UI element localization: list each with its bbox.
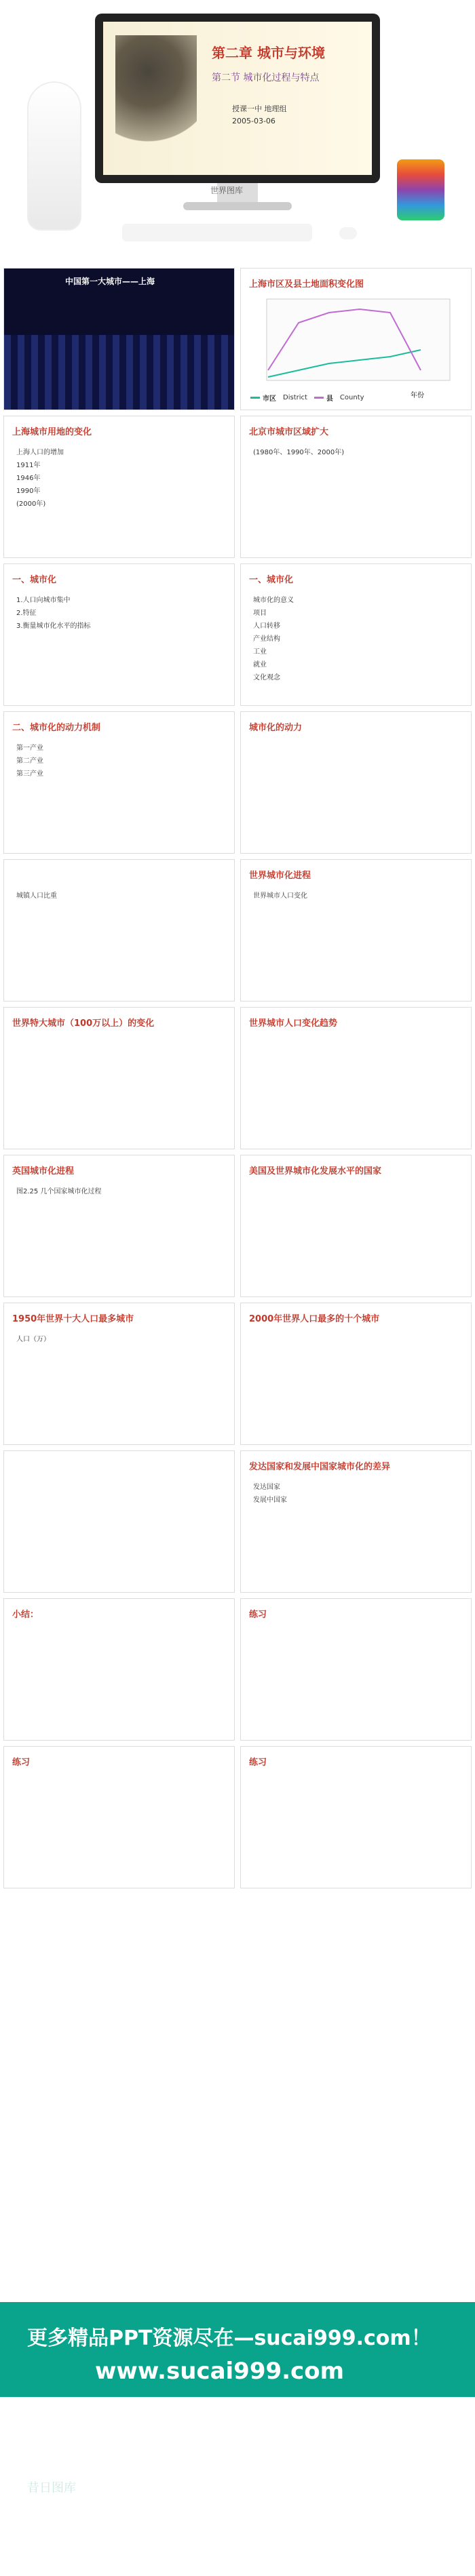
slide-urbanization-2: 一、城市化 城市化的意义 项目 人口转移 产业结构 工业 就业 文化观念 <box>240 563 472 706</box>
slide-shanghai-night <box>3 268 235 410</box>
slide-1950-top10: 1950年世界十大人口最多城市 人口（万） <box>3 1303 235 1445</box>
mouse <box>339 227 357 239</box>
monitor-frame <box>95 14 380 183</box>
slide-title: 上海市区及县土地面积变化图 <box>249 279 364 290</box>
slide-exercise-3: 练习 <box>240 1746 472 1888</box>
area-chart <box>241 269 472 410</box>
legend-item: County <box>339 394 364 401</box>
keyboard <box>122 224 312 241</box>
slide-urbanization-1: 一、城市化 1.人口向城市集中 2.特征 3.衡量城市化水平的指标 <box>3 563 235 706</box>
pencil-cup <box>397 159 444 220</box>
slide-dynamics: 城市化的动力 <box>240 711 472 854</box>
slide-exercise-2: 练习 <box>3 1746 235 1888</box>
slide-title: 中国第一大城市——上海 <box>65 277 155 286</box>
legend-item: 县 <box>314 393 333 403</box>
slide-urban-pop-share: 城镇人口比重 <box>3 859 235 1002</box>
banner-line2[interactable]: www.sucai999.com <box>95 2358 344 2385</box>
slide-mechanism: 二、城市化的动力机制 第一产业 第二产业 第三产业 <box>3 711 235 854</box>
content-lines: 上海人口的增加 1911年 1946年 1990年 (2000年) <box>16 449 64 508</box>
hero-date: 2005-03-06 <box>232 117 276 125</box>
slide-shanghai-landuse <box>3 416 235 558</box>
banner-line1: 更多精品PPT资源尽在—sucai999.com！ <box>27 2326 432 2350</box>
title-slide-screen <box>103 22 372 175</box>
legend <box>250 393 364 403</box>
slide-urban-trend: 世界城市人口变化趋势 <box>240 1007 472 1149</box>
legend-item: District <box>283 394 307 401</box>
hero-title: 第二章 城市与环境 <box>212 45 325 61</box>
slide-beijing-expansion: 北京市城市区域扩大 (1980年、1990年、2000年) <box>240 416 472 558</box>
monitor-base <box>183 202 292 210</box>
vase-illustration <box>27 81 81 231</box>
slide-megacities: 世界特大城市（100万以上）的变化 <box>3 1007 235 1149</box>
slides-grid <box>3 268 472 1894</box>
city-skyline <box>4 335 234 410</box>
slide-us-world: 美国及世界城市化发展水平的国家 <box>240 1155 472 1297</box>
hero-section <box>0 0 475 258</box>
flower-decoration <box>115 35 197 157</box>
footer-watermark <box>0 2397 475 2576</box>
hero-subtitle: 第二节 城市化过程与特点 <box>212 73 320 83</box>
brand-text: 世界图库 <box>210 186 244 195</box>
legend-item: 市区 <box>250 393 276 403</box>
slide-title: 北京市城市区域扩大 <box>249 427 329 437</box>
axis-label: 年份 <box>411 392 424 399</box>
watermark-text: 昔日图库 <box>27 2481 76 2495</box>
hero-presenter: 授课一中 地理组 <box>232 104 287 113</box>
slide-shanghai-area-chart <box>240 268 472 410</box>
slide-2000-top10: 2000年世界人口最多的十个城市 <box>240 1303 472 1445</box>
slide-summary: 小结： <box>3 1598 235 1741</box>
slide-world-process: 世界城市化进程 世界城市人口变化 <box>240 859 472 1002</box>
promo-banner <box>0 2302 475 2397</box>
slide-title: 上海城市用地的变化 <box>12 427 92 437</box>
slide-differences: 发达国家和发展中国家城市化的差异 发达国家 发展中国家 <box>240 1450 472 1593</box>
slide-uk-process: 英国城市化进程 图2.25 几个国家城市化过程 <box>3 1155 235 1297</box>
slide-exercise-1: 练习 <box>240 1598 472 1741</box>
slide-slum-photo <box>3 1450 235 1593</box>
